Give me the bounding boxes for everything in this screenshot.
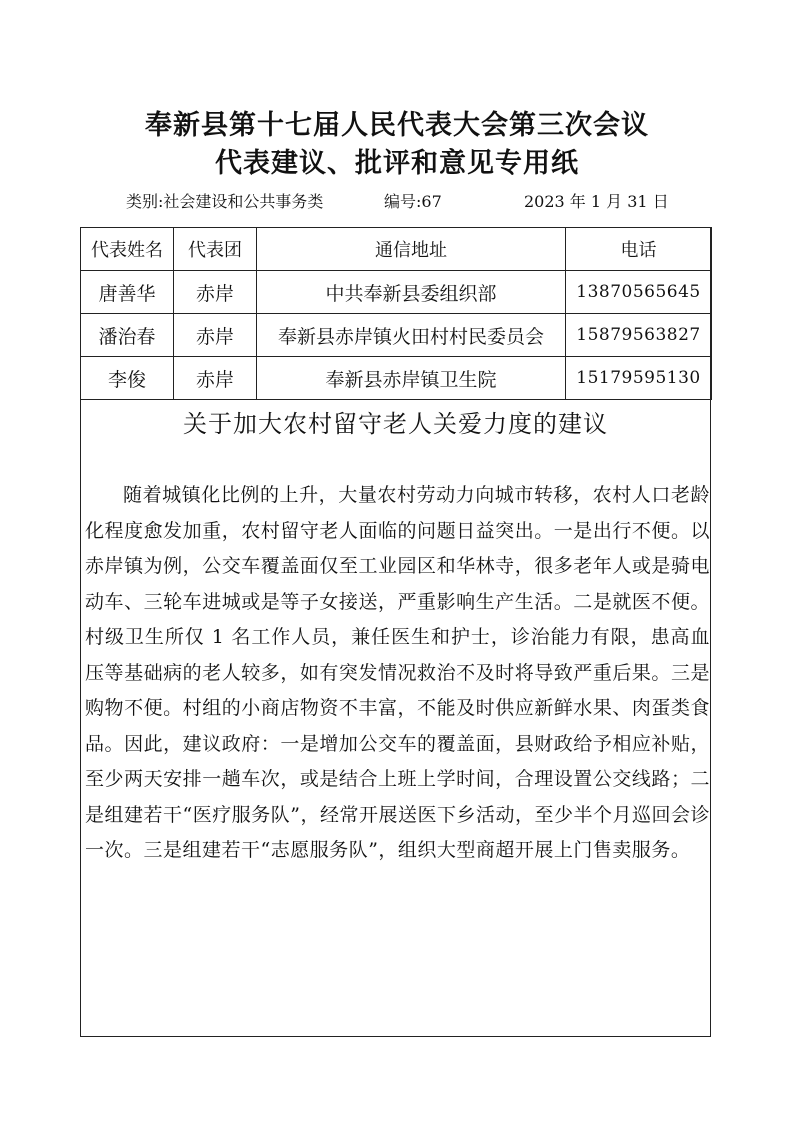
proposal-date: 2023 年 1 月 31 日 [524, 192, 669, 211]
cell-address: 奉新县赤岸镇火田村村民委员会 [257, 314, 566, 357]
cell-delegation: 赤岸 [174, 271, 257, 314]
cell-phone: 15879563827 [566, 314, 712, 357]
cell-name: 唐善华 [81, 271, 174, 314]
cell-phone: 13870565645 [566, 271, 712, 314]
cell-phone: 15179595130 [566, 357, 712, 400]
cell-name: 潘治春 [81, 314, 174, 357]
cell-delegation: 赤岸 [174, 357, 257, 400]
header-name: 代表姓名 [81, 228, 174, 271]
cell-delegation: 赤岸 [174, 314, 257, 357]
header-address: 通信地址 [257, 228, 566, 271]
document-title: 奉新县第十七届人民代表大会第三次会议 [145, 110, 649, 141]
cell-address: 奉新县赤岸镇卫生院 [257, 357, 566, 400]
representative-table [80, 227, 712, 400]
table-header-row [81, 228, 712, 271]
proposal-body: 随着城镇化比例的上升，大量农村劳动力向城市转移，农村人口老龄化程度愈发加重，农村留守老人面临的问题日益突出。一是出行不便。以赤岸镇为例，公交车覆盖面仅至工业园区和华林寺，很多老年人或是骑电动车、三轮车进城或是等子女接送，严重影响生产生活。二是就医不便。村级卫生所仅 1 名工作人员，兼任医生和护士，诊治能力有限，患高血压等基础病的老人较多，如有突发情况救治不及时将导致严重后果。三是购物不便。村组的小商店物资不丰富，不能及时供应新鲜水果、肉蛋类食品。因此，建议政府：一是增加公交车的覆盖面，县财政给予相应补贴，至少两天安排一趟车次，或是结合上班上学时间，合理设置公交线路；二是组建若干“医疗服务队”，经常开展送医下乡活动，至少半个月巡回会诊一次。三是组建若干“志愿服务队”，组织大型商超开展上门售卖服务。 [85, 484, 710, 861]
header-phone: 电话 [566, 228, 712, 271]
proposal-number: 编号:67 [384, 192, 442, 211]
document-subtitle: 代表建议、批评和意见专用纸 [215, 148, 579, 179]
table-row [81, 314, 712, 357]
category-label: 类别:社会建设和公共事务类 [126, 192, 324, 211]
cell-name: 李俊 [81, 357, 174, 400]
table-row [81, 357, 712, 400]
cell-address: 中共奉新县委组织部 [257, 271, 566, 314]
proposal-title: 关于加大农村留守老人关爱力度的建议 [183, 410, 608, 438]
header-delegation: 代表团 [174, 228, 257, 271]
table-row [81, 271, 712, 314]
